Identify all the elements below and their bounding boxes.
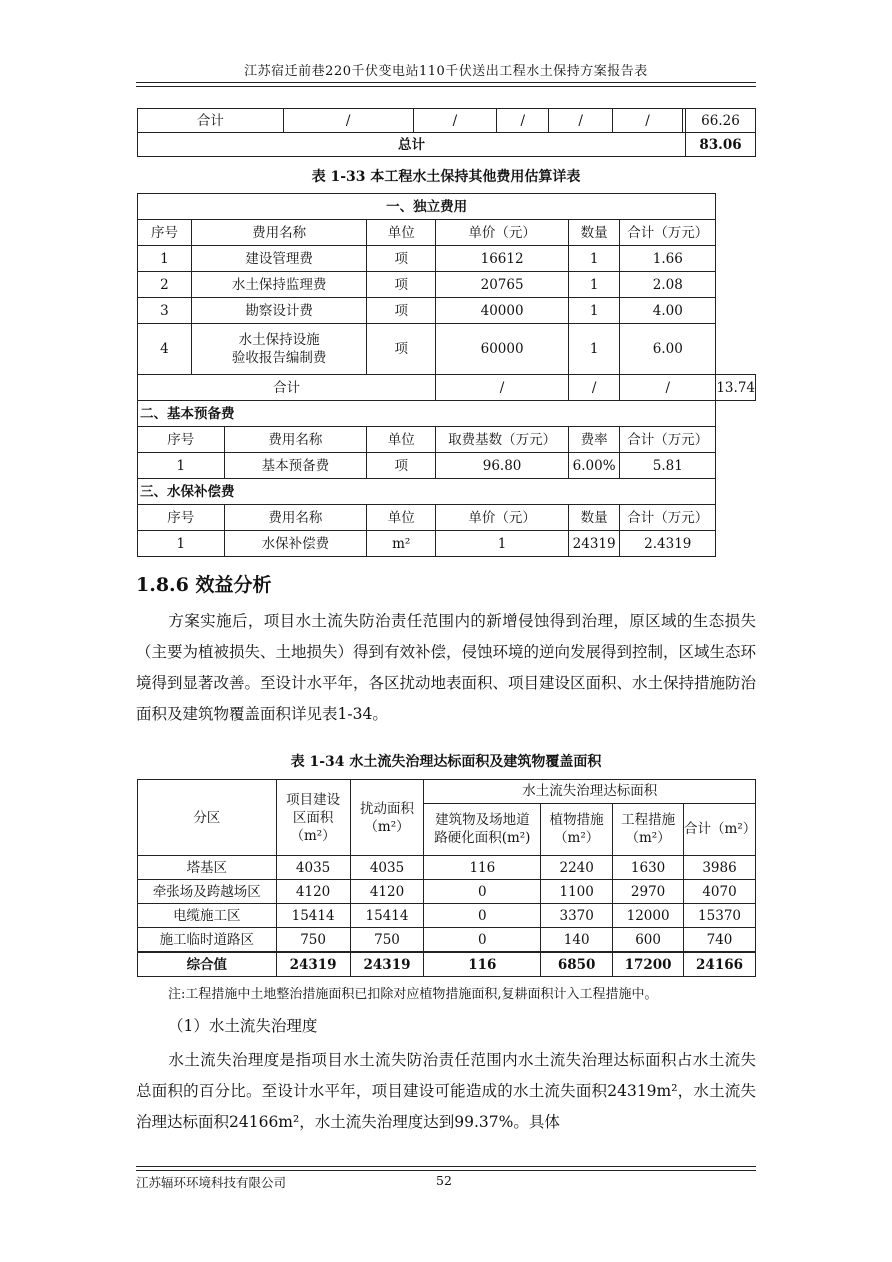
- cell: 1: [138, 531, 225, 557]
- header-cell: 取费基数（万元）: [436, 427, 569, 453]
- section-row: [138, 194, 756, 220]
- footer-company: 江苏辐环环境科技有限公司: [136, 1175, 287, 1190]
- header-cell: 单价（元）: [436, 220, 569, 246]
- cell: 2.08: [620, 272, 716, 298]
- section-title: 三、水保补偿费: [138, 479, 716, 505]
- cell: 15414: [276, 904, 350, 928]
- header-cell: 分区: [138, 780, 277, 856]
- cell: 3986: [684, 856, 756, 880]
- cell: 40000: [436, 298, 569, 324]
- cell: 13.74: [716, 375, 756, 401]
- paragraph-text: 方案实施后，项目水土流失防治责任范围内的新增侵蚀得到治理，原区域的生态损失（主要为植被损失、土地损失）得到有效补偿，侵蚀环境的逆向发展得到控制，区域生态环境得到显著改善。至设计水平年，各区扰动地表面积、项目建设区面积、水土保持措施防治面积及建筑物覆盖面积详见表1-34。: [136, 612, 757, 723]
- total-row: [138, 952, 756, 977]
- header-cell: 合计（万元）: [620, 505, 716, 531]
- cell: 4: [138, 324, 192, 375]
- table-row: [138, 531, 756, 557]
- header-cell: 合计（万元）: [620, 427, 716, 453]
- subtotal-row: [138, 375, 756, 401]
- cell: /: [497, 109, 549, 133]
- header-cell: 序号: [138, 427, 225, 453]
- total-label: 总计: [138, 133, 686, 157]
- cell: 综合值: [138, 952, 277, 977]
- cell: 140: [541, 928, 613, 953]
- header-cell: 合计（万元）: [620, 220, 716, 246]
- header-rule-thin: [136, 86, 756, 87]
- header-cell: 植物措施 （m²）: [541, 803, 613, 855]
- cell: 750: [276, 928, 350, 953]
- cell: 1630: [613, 856, 684, 880]
- cell: 2970: [613, 880, 684, 904]
- cell: 基本预备费: [224, 453, 367, 479]
- cell: 水土保持设施 验收报告编制费: [191, 324, 366, 375]
- header-cell: 水土流失治理达标面积: [424, 780, 756, 804]
- cell: 合计: [138, 109, 284, 133]
- header-row: [138, 220, 756, 246]
- header-cell: 单位: [367, 220, 436, 246]
- cell: 96.80: [436, 453, 569, 479]
- cell: 1: [569, 246, 620, 272]
- header-cell: 序号: [138, 505, 225, 531]
- cell: 3370: [541, 904, 613, 928]
- cell: 2240: [541, 856, 613, 880]
- cell: 2.4319: [620, 531, 716, 557]
- header-cell: 数量: [569, 505, 620, 531]
- cell: 24319: [276, 952, 350, 977]
- header-cell: 序号: [138, 220, 192, 246]
- cell: /: [569, 375, 620, 401]
- footer-rule-thin: [136, 1170, 756, 1171]
- cell: 项: [367, 272, 436, 298]
- header-cell: 合计（m²）: [684, 803, 756, 855]
- total-value: 83.06: [686, 133, 756, 157]
- cell: 1: [569, 324, 620, 375]
- cell: /: [413, 109, 497, 133]
- header-rule: [136, 82, 756, 83]
- cell: 牵张场及跨越场区: [138, 880, 277, 904]
- cell: 项: [367, 453, 436, 479]
- cell: /: [613, 109, 683, 133]
- cell: 水土保持监理费: [191, 272, 366, 298]
- cell: 0: [424, 904, 541, 928]
- table-row: [138, 298, 756, 324]
- section-heading: 1.8.6 效益分析: [136, 574, 272, 596]
- cell: 1: [138, 246, 192, 272]
- cell: 16612: [436, 246, 569, 272]
- header-cell: 费用名称: [224, 505, 367, 531]
- header-cell: 单价（元）: [436, 505, 569, 531]
- table-row: [138, 904, 756, 928]
- table-note: 注:工程措施中土地整治措施面积已扣除对应植物措施面积,复耕面积计入工程措施中。: [168, 987, 658, 1002]
- cell: 6.00: [620, 324, 716, 375]
- cell: 施工临时道路区: [138, 928, 277, 953]
- cell: 合计: [138, 375, 436, 401]
- cell: 66.26: [686, 109, 756, 133]
- table-row: [138, 880, 756, 904]
- cell: 4.00: [620, 298, 716, 324]
- page-number: 52: [436, 1173, 452, 1188]
- header-cell: 数量: [569, 220, 620, 246]
- cell: 6.00%: [569, 453, 620, 479]
- table-134-caption: 表 1-34 水土流失治理达标面积及建筑物覆盖面积: [290, 754, 602, 770]
- cell: 24319: [350, 952, 424, 977]
- cell: 15370: [684, 904, 756, 928]
- header-cell: 单位: [367, 427, 436, 453]
- cell: 4120: [276, 880, 350, 904]
- header-cell: 费用名称: [191, 220, 366, 246]
- header-cell: 费用名称: [224, 427, 367, 453]
- header-cell: 扰动面积 （m²）: [350, 780, 424, 856]
- header-cell: 单位: [367, 505, 436, 531]
- cell: 1: [138, 453, 225, 479]
- cell: 750: [350, 928, 424, 953]
- header-row: [138, 505, 756, 531]
- cell: 24319: [569, 531, 620, 557]
- cell: /: [436, 375, 569, 401]
- cell: 0: [424, 928, 541, 953]
- header-cell: 费率: [569, 427, 620, 453]
- other-cost-table: [137, 193, 756, 557]
- footer-rule: [136, 1166, 756, 1167]
- cell: 项: [367, 298, 436, 324]
- cell: 600: [613, 928, 684, 953]
- cell: 6850: [541, 952, 613, 977]
- cell: 水保补偿费: [224, 531, 367, 557]
- section-row: [138, 479, 756, 505]
- cell: 116: [424, 952, 541, 977]
- cell: 20765: [436, 272, 569, 298]
- header-row: [138, 780, 756, 804]
- cell: 3: [138, 298, 192, 324]
- cell: 24166: [684, 952, 756, 977]
- cell: 1100: [541, 880, 613, 904]
- section-row: [138, 401, 756, 427]
- header-cell: 工程措施 （m²）: [613, 803, 684, 855]
- cell: 电缆施工区: [138, 904, 277, 928]
- table-row: [138, 324, 756, 375]
- erosion-control-area-table: [137, 779, 756, 977]
- cell: 4035: [350, 856, 424, 880]
- cell: 4070: [684, 880, 756, 904]
- paragraph-text: 水土流失治理度是指项目水土流失防治责任范围内水土流失治理达标面积占水土流失总面积的百分比。至设计水平年，项目建设可能造成的水土流失面积24319m²，水土流失治理达标面积24166m²，水土流失治理度达到99.37%。具体: [136, 1051, 756, 1131]
- cell: 5.81: [620, 453, 716, 479]
- cell: 17200: [613, 952, 684, 977]
- cell: 60000: [436, 324, 569, 375]
- cell: /: [549, 109, 613, 133]
- cell: /: [620, 375, 716, 401]
- cell: 15414: [350, 904, 424, 928]
- table-row: [138, 856, 756, 880]
- cell: 项: [367, 246, 436, 272]
- table-row: [138, 453, 756, 479]
- table-row: [138, 928, 756, 953]
- cell: /: [283, 109, 413, 133]
- cell: 勘察设计费: [191, 298, 366, 324]
- cell: m²: [367, 531, 436, 557]
- cell: 4035: [276, 856, 350, 880]
- sub-item-heading: （1）水土流失治理度: [168, 1017, 318, 1035]
- table-133-caption: 表 1-33 本工程水土保持其他费用估算详表: [311, 169, 581, 185]
- section-title: 一、独立费用: [138, 194, 716, 220]
- cell: 116: [424, 856, 541, 880]
- cell: 12000: [613, 904, 684, 928]
- cell: 建设管理费: [191, 246, 366, 272]
- cell: 1: [569, 298, 620, 324]
- cell: 2: [138, 272, 192, 298]
- header-cell: 项目建设 区面积 （m²）: [276, 780, 350, 856]
- cell: 塔基区: [138, 856, 277, 880]
- cell: 1: [569, 272, 620, 298]
- table-row: [138, 272, 756, 298]
- cell: 0: [424, 880, 541, 904]
- cell: 4120: [350, 880, 424, 904]
- header-cell: 建筑物及场地道 路硬化面积(m²): [424, 803, 541, 855]
- section-title: 二、基本预备费: [138, 401, 716, 427]
- paragraph-benefit: [136, 606, 756, 730]
- cost-summary-table-tail: [137, 108, 756, 157]
- header-row: [138, 427, 756, 453]
- cell: 项: [367, 324, 436, 375]
- table-row: [138, 246, 756, 272]
- page-header-title: 江苏宿迁前巷220千伏变电站110千伏送出工程水土保持方案报告表: [244, 64, 648, 79]
- cell: 740: [684, 928, 756, 953]
- paragraph-treatment-degree: [136, 1045, 756, 1138]
- subtotal-row: [138, 109, 756, 133]
- cell: 1.66: [620, 246, 716, 272]
- total-row: [138, 133, 756, 157]
- cell: 1: [436, 531, 569, 557]
